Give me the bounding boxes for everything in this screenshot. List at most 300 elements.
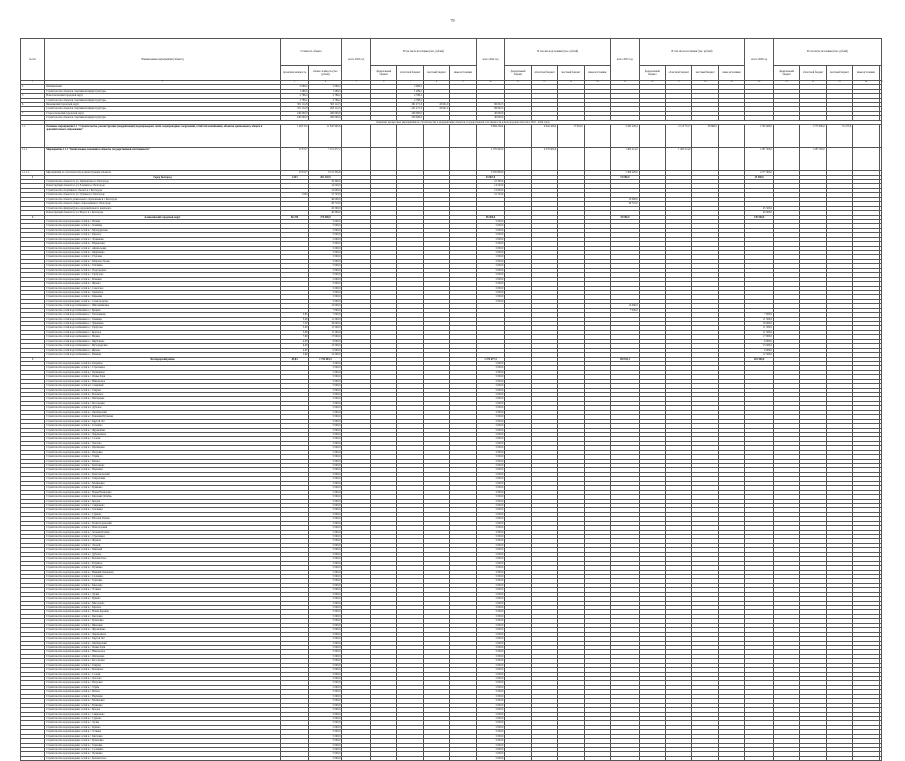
table-cell: 5 000,0 [476,592,505,596]
table-cell: 473 617 [280,148,309,171]
table-cell: 5 000,0 [309,535,342,539]
table-cell: 5 000,0 [476,619,505,623]
table-cell: 5 000,0 [309,455,342,459]
table-cell: 12 000,0 [476,188,505,192]
table-cell: Строительство водопроводных сетей в с. Петровка [45,450,281,454]
table-cell: 5 000,0 [309,756,342,760]
table-cell [611,756,640,760]
table-cell: 5 000,0 [309,299,342,303]
table-cell: 5 000,0 [309,663,342,667]
table-cell: 5 000,0 [309,264,342,268]
column-number: 10 [476,81,505,85]
table-cell: 1 [21,175,45,179]
table-cell: 5 000,0 [476,490,505,494]
table-cell: Строительство водопроводных сетей в с. Глуховка [45,255,281,259]
table-cell: 5,00 [280,326,309,330]
table-cell: Строительство водопроводных сетей в с. Кошлаково [45,464,281,468]
table-cell: 5 000,0 [309,437,342,441]
table-cell: 5 000,0 [476,645,505,649]
table-cell: 9 000,0 [745,348,774,352]
table-cell: 5 000,0 [309,606,342,610]
table-cell: Строительство водопроводных сетей в с. Луценково [45,237,281,241]
table-cell: 5 000,0 [309,379,342,383]
table-cell: 5 000,0 [309,570,342,574]
table-cell: 1 643 [280,193,309,197]
table-cell: Строительство водопроводных сетей в с. Бессоновка [45,659,281,663]
table-cell: 5 000,0 [476,295,505,299]
table-cell: Строительство водопроводных сетей в с. Пуляевка [45,566,281,570]
table-cell: 5 000,0 [309,610,342,614]
table-cell: 12 000,0 [611,304,640,308]
table-cell: Основное мероприятие 1.1 "Строительство, реконструкция (модернизация) водопроводных сетей, водопроводных сооружений, сетей теплоснабжения, объектов дошкольного, общего и дополнительного образования" [45,125,281,148]
table-cell: 4,00 [280,348,309,352]
table-cell: 45 500,0 [309,206,342,210]
table-cell: 6 511 334,8 [309,171,342,175]
table-cell [773,125,799,148]
table-cell: Строительство объекта дошкольного образования в г. Белгороде [45,197,281,201]
column-number: 22 [800,81,826,85]
table-cell: 7 101 677,2 [309,148,342,171]
table-cell: 5 000,0 [476,659,505,663]
table-cell: 5 000,0 [309,415,342,419]
header-source-federal: федеральный бюджет [773,66,799,81]
table-cell: Строительство сетей водоснабжения в с. Жуково [45,348,281,352]
table-cell: 5 000,0 [476,708,505,712]
table-cell: Строительство сетей водоснабжения в с. Иловка [45,335,281,339]
table-cell: 5 000,0 [476,690,505,694]
table-cell: 5 000,0 [476,384,505,388]
table-cell: 1 287 563,0 [745,148,774,171]
table-cell: 275 000,0 [309,215,342,219]
table-cell: Строительство водопроводных сетей в с. Стрелецкое [45,535,281,539]
column-number: 2 [45,81,281,85]
table-cell: Строительство объектов спортивной инфраструктуры [45,116,281,120]
table-cell: Строительство водопроводных сетей в с. Пушкарное [45,370,281,374]
table-cell [371,148,397,171]
table-cell: 5 000,0 [476,503,505,507]
table-cell: 5 000,0 [476,486,505,490]
table-cell: 5 000,0 [309,282,342,286]
table-cell: 17 000,0 [745,335,774,339]
header-source-other: иные источники [584,66,610,81]
table-cell: 31 743,0 [309,193,342,197]
table-cell: 5 000,0 [476,583,505,587]
table-cell: 5 000,0 [476,694,505,698]
table-cell: Строительство водопроводных сетей в с. Красное [45,606,281,610]
table-cell: 5 000,0 [309,597,342,601]
table-cell: 5 000,0 [309,237,342,241]
table-cell: 5 000,0 [476,628,505,632]
table-cell: Белгородский район [45,357,281,361]
table-cell: 5 000,0 [309,645,342,649]
table-cell: 86 002,5 [476,102,505,106]
table-cell: 1.1.1. [21,148,45,171]
table-cell: 5 000,0 [476,251,505,255]
table-cell [692,148,718,171]
table-cell: 5 000,0 [309,361,342,365]
table-cell: 12 500,0 [309,353,342,357]
table-cell [879,148,881,171]
table-cell: Строительство водопроводных сетей в с. Киселево [45,583,281,587]
table-cell: Строительство водопроводных сетей в с. Красный Октябрь [45,495,281,499]
table-cell: Строительство водопроводных сетей в с. Новосадовый [45,526,281,530]
table-cell: 1 273 677,3 [476,357,505,361]
column-number: 9 [450,81,476,85]
table-cell [450,756,476,760]
table-cell: 4,00 [280,339,309,343]
table-cell: 5 000,0 [309,716,342,720]
page-number: 79 [450,18,455,23]
table-cell: Строительство водопроводных сетей в с. Хрещатое [45,290,281,294]
table-cell: 5 000,0 [309,410,342,414]
table-cell: 5 000,0 [309,517,342,521]
table-cell: Строительство водопроводных сетей в п. Дубовое [45,406,281,410]
table-cell: 305 112,3 [309,102,342,106]
table-cell: 5 000,0 [309,521,342,525]
table-cell: 5 000,0 [476,561,505,565]
table-cell: 86 250 [280,215,309,219]
table-cell: 5 000,0 [476,419,505,423]
column-number: 4 [309,81,342,85]
table-cell: Строительство водопроводных сетей в с. Крутой Лог [45,637,281,641]
table-cell [450,148,476,171]
table-cell: 2 [21,215,45,219]
table-row [21,148,882,171]
table-cell: Строительство водопроводных сетей в с. Севрюково [45,712,281,716]
table-cell: 5 000,0 [476,681,505,685]
table-cell: Строительство водопроводных сетей в с. Крутой Лог [45,419,281,423]
column-number: 5 [342,81,371,85]
table-cell: 5 000,0 [309,752,342,756]
table-cell: 2 786,2 [397,98,423,102]
column-number: 19 [718,81,744,85]
table-cell: 5 000,0 [476,748,505,752]
table-cell: 5 000,0 [476,388,505,392]
table-cell [826,148,852,171]
table-cell: Мероприятие 1.1.1 "Капитальные вложения в объекты государственной собственности" [45,148,281,171]
table-cell: Строительство водопроводных сетей в с. Булановка [45,619,281,623]
table-cell: 3 370 800,0 [476,171,505,175]
table-cell: Строительство водопроводных сетей в с. Терновка [45,579,281,583]
table-cell: Строительство водопроводных сетей в с. Славгородское [45,299,281,303]
table-cell: 5 000,0 [476,756,505,760]
table-cell: 5 000,0 [476,721,505,725]
table-cell: 5 000,0 [476,512,505,516]
table-cell [558,148,584,171]
header-source-regional: областной бюджет [666,66,692,81]
table-cell: 5 000,0 [309,681,342,685]
table-cell: 45 500,0 [745,206,774,210]
table-cell: 6 [21,102,45,106]
table-cell: 1 773 950,0 [800,125,826,148]
table-cell: Строительство водопроводных сетей в с. Комсомольский [45,472,281,476]
table-cell: 11 500,0 [745,317,774,321]
table-cell: 5 000,0 [476,614,505,618]
table-cell: 5 000,0 [476,282,505,286]
table-cell: 5 000,0 [309,432,342,436]
table-cell [639,148,665,171]
table-cell: 5 000,0 [309,579,342,583]
table-cell: 5 000,0 [309,477,342,481]
table-cell: 5 000,0 [309,406,342,410]
table-cell: 5 000,0 [476,450,505,454]
header-total-2025: всего 2025 год [611,39,640,81]
table-cell: 5 000,0 [476,424,505,428]
table-cell [879,756,881,760]
table-cell: 5 000,0 [309,641,342,645]
header-name: Наименование мероприятия (объекта) [45,39,281,81]
header-group-2026: В том числе источники (тыс. рублей) [773,39,881,66]
table-cell: Строительство сетей водоснабжения в с. Мухоудеровка [45,344,281,348]
table-cell: Строительство водопроводных сетей в с. Журавлевка [45,428,281,432]
table-cell: Строительство водопроводных сетей в с. Лучки [45,592,281,596]
table-cell: Строительство объектов спортивной инфраструктуры [45,89,281,93]
header-source-federal: федеральный бюджет [371,66,397,81]
column-number: 14 [584,81,610,85]
header-group-2024: В том числе источники (тыс. рублей) [505,39,611,66]
table-cell: 1 289,5 [309,89,342,93]
table-cell: 5 000,0 [309,384,342,388]
table-cell: 5,60 [280,353,309,357]
table-cell [505,125,531,148]
table-cell: Строительство водопроводных сетей в с. Солохи [45,672,281,676]
table-cell: 7,60 [280,335,309,339]
table-cell: Строительство водопроводных сетей в с. Терновка [45,743,281,747]
table-cell: Строительство водопроводных сетей в с. Майский [45,548,281,552]
table-cell [371,125,397,148]
table-cell: Строительство водопроводных сетей в с. Беловское [45,393,281,397]
table-cell: Строительство водопроводных сетей в с. Головино [45,424,281,428]
column-number: 12 [531,81,557,85]
table-cell: 5 000,0 [476,637,505,641]
table-cell: 5 000,0 [476,397,505,401]
table-cell: 40 000,0 [309,211,342,215]
table-cell: Строительство водопроводных сетей в с. Жданов [45,539,281,543]
header-source-federal: федеральный бюджет [505,66,531,81]
table-cell: 5 000,0 [476,228,505,232]
header-total-2023: всего 2023 год [342,39,371,81]
header-source-other: иные источники [718,66,744,81]
table-cell: 5 000,0 [476,539,505,543]
table-cell: 7 000,0 [611,308,640,312]
table-cell: 5 000,0 [309,699,342,703]
table-cell: 5 000,0 [309,552,342,556]
table-cell: Строительство водопроводных сетей в с. Сурково [45,716,281,720]
table-cell: 261 102,9 [309,175,342,179]
table-cell: 4 376 900,0 [531,148,557,171]
table-cell: Строительство водопроводных сетей в с. Иловка [45,219,281,223]
table-cell: Строительство водопроводных сетей в с. Дубовое [45,552,281,556]
table-cell: 5 000,0 [309,512,342,516]
table-cell: 10 300,0 [309,180,342,184]
table-cell: 5 000,0 [476,508,505,512]
table-cell: 5 000,0 [309,685,342,689]
column-number: 21 [773,81,799,85]
table-cell: 149 500,0 [745,215,774,219]
table-cell: 5,00 [280,330,309,334]
table-cell: 5 000,0 [309,273,342,277]
table-cell: 40 000,0 [476,116,505,120]
table-cell: Строительство объектов спортивной инфраструктуры [45,107,281,111]
table-cell: 5 000,0 [309,499,342,503]
table-cell: Шебекинский [45,85,281,89]
table-cell: Строительство водопроводных сетей в с. Repьевка [45,295,281,299]
table-cell: 1 369 226,0 [611,171,640,175]
column-number: 3 [280,81,309,85]
table-cell: 2 099,2 [397,85,423,89]
table-cell: Строительство водопроводных сетей в с. Тавровский [45,477,281,481]
table-cell: Строительство водопроводных сетей в с. Жуково [45,282,281,286]
table-cell: Строительство сетей водоснабжения в с. Ильинка [45,353,281,357]
table-cell: 5 000,0 [476,255,505,259]
header-group-2023: В том числе источники (тыс. рублей) [371,39,477,66]
header-source-local: местный бюджет [692,66,718,81]
table-cell: 5 000,0 [309,450,342,454]
table-cell: Строительство объектов спортивной инфраструктуры [45,98,281,102]
table-cell: 5 000,0 [309,472,342,476]
table-cell: 5 000,0 [476,401,505,405]
table-cell: 5 000,0 [476,441,505,445]
table-cell: 5 000,0 [309,637,342,641]
header-source-other: иные источники [450,66,476,81]
table-cell: 5 000,0 [476,552,505,556]
table-cell: 5 000,0 [309,574,342,578]
table-cell [558,756,584,760]
table-cell: 5 000,0 [476,499,505,503]
table-cell: 5 000,0 [309,539,342,543]
table-cell: Строительство водопроводных сетей в с. Зеленая Поляна [45,530,281,534]
table-cell: 5 000,0 [309,619,342,623]
table-cell [826,756,852,760]
table-cell: 5 000,0 [476,268,505,272]
table-cell: Строительство водопроводных сетей в с. Малиновка [45,699,281,703]
table-cell [397,125,423,148]
table-cell: Строительство спортивного объекта в г. Белгороде [45,188,281,192]
table-cell: 86 002,5 [476,107,505,111]
header-total-2024: всего 2024 год [476,39,505,81]
table-cell [718,125,744,148]
table-cell: 5 000,0 [309,543,342,547]
table-cell: 15 000,0 [611,175,640,179]
table-cell: Строительство водопроводных сетей в с. Репное [45,690,281,694]
header-source-regional: областной бюджет [800,66,826,81]
table-cell: Строительство водопроводных сетей в с. Стрелецкое [45,366,281,370]
table-cell: 26 710,0 [611,202,640,206]
table-cell: 5 000,0 [476,535,505,539]
table-cell: 150 941,1 [611,357,640,361]
table-cell [397,148,423,171]
table-cell: 2 786,2 [309,94,342,98]
table-cell: Строительство водопроводных сетей в с. Беломестное [45,756,281,760]
table-cell: 2 786,2 [397,94,423,98]
table-cell: Строительство водопроводных сетей в п. Разумное [45,361,281,365]
table-cell: 5 000,0 [309,468,342,472]
table-cell: 5 000,0 [476,743,505,747]
column-number: 25 [880,81,883,83]
table-row [21,756,882,760]
table-cell: Строительство водопроводных сетей в с. Черемошное [45,432,281,436]
table-cell: Строительство водопроводных сетей в с. Репное [45,459,281,463]
table-cell [773,756,799,760]
table-cell: 1 287 563,0 [800,148,826,171]
table-cell: 9 000,0 [309,348,342,352]
budget-table [20,38,882,761]
table-cell: Строительство объекта общего образования в г. Белгороде [45,202,281,206]
table-cell: 40 000,0 [476,111,505,115]
table-cell: 5 000,0 [476,606,505,610]
table-cell: Мероприятия по строительству и реконструкции объектов [45,171,281,175]
table-cell: 5 000,0 [309,708,342,712]
table-cell: 5 000,0 [476,610,505,614]
table-cell: Строительство водопроводных сетей в с. Сурково [45,512,281,516]
table-cell: 5 000,0 [309,748,342,752]
table-cell: Строительство водопроводных сетей в с. Таврово [45,388,281,392]
table-body [21,85,882,761]
table-cell: Строительство водопроводных сетей в с. Севрюково [45,503,281,507]
table-cell: 5 000,0 [476,415,505,419]
table-cell: 5 000,0 [309,677,342,681]
table-cell: 40 000,0 [745,211,774,215]
table-cell: 5 000,0 [309,628,342,632]
table-cell: 391 114,8 [280,102,309,106]
table-cell: 261 271,3 [397,102,423,106]
table-cell: 4 [21,85,45,89]
table-cell: 5 000,0 [476,277,505,281]
table-cell: 5 000,0 [309,490,342,494]
table-cell: 31 275,0 [826,125,852,148]
table-cell: 5 000,0 [309,370,342,374]
table-cell: 5 000,0 [476,370,505,374]
table-cell: 5 000,0 [476,601,505,605]
table-cell: Яковлевский городской округ [45,102,281,106]
table-cell: 5 000,0 [476,393,505,397]
table-cell: Строительство водопроводных сетей в с. Новая Нелидовка [45,490,281,494]
table-cell: 2 099,2 [280,85,309,89]
table-cell [800,756,826,760]
table-cell: 1.1. [21,125,45,148]
table-cell: 1.1.1.1. [21,171,45,175]
table-cell [450,125,476,148]
table-cell: 1 289,5 [397,89,423,93]
column-number: 18 [692,81,718,85]
table-cell: 5 000,0 [476,242,505,246]
table-cell: 5 000,0 [309,251,342,255]
table-cell [745,756,774,760]
table-cell: 5 000,0 [476,654,505,658]
table-cell: 5 000,0 [476,259,505,263]
table-cell: 13 500,0 [745,344,774,348]
table-cell: 2 343 229,4 [611,125,640,148]
table-cell: 5 000,0 [476,685,505,689]
table-cell: Строительство водопроводных сетей в с. Теплинка [45,264,281,268]
table-cell: 3,85 [280,313,309,317]
table-cell: 6 894 229,4 [476,125,505,148]
table-cell: 1 754 003,3 [309,357,342,361]
table-cell: 200 000,0 [309,116,342,120]
table-cell: 63 867,0 [476,175,505,179]
table-cell: 5 000,0 [309,503,342,507]
table-cell: 12 000,0 [309,304,342,308]
table-cell: 5 000,0 [476,650,505,654]
table-cell: 7 000,0 [309,308,342,312]
table-cell: 5 000,0 [309,486,342,490]
table-header [21,39,882,85]
table-cell: Строительство водопроводных сетей в с. Устинка [45,730,281,734]
table-cell: 5 000,0 [309,268,342,272]
table-cell: 5 000,0 [309,557,342,561]
table-cell: 5 000,0 [476,410,505,414]
table-cell: Строительство водопроводных сетей в с. Шагаровка [45,654,281,658]
